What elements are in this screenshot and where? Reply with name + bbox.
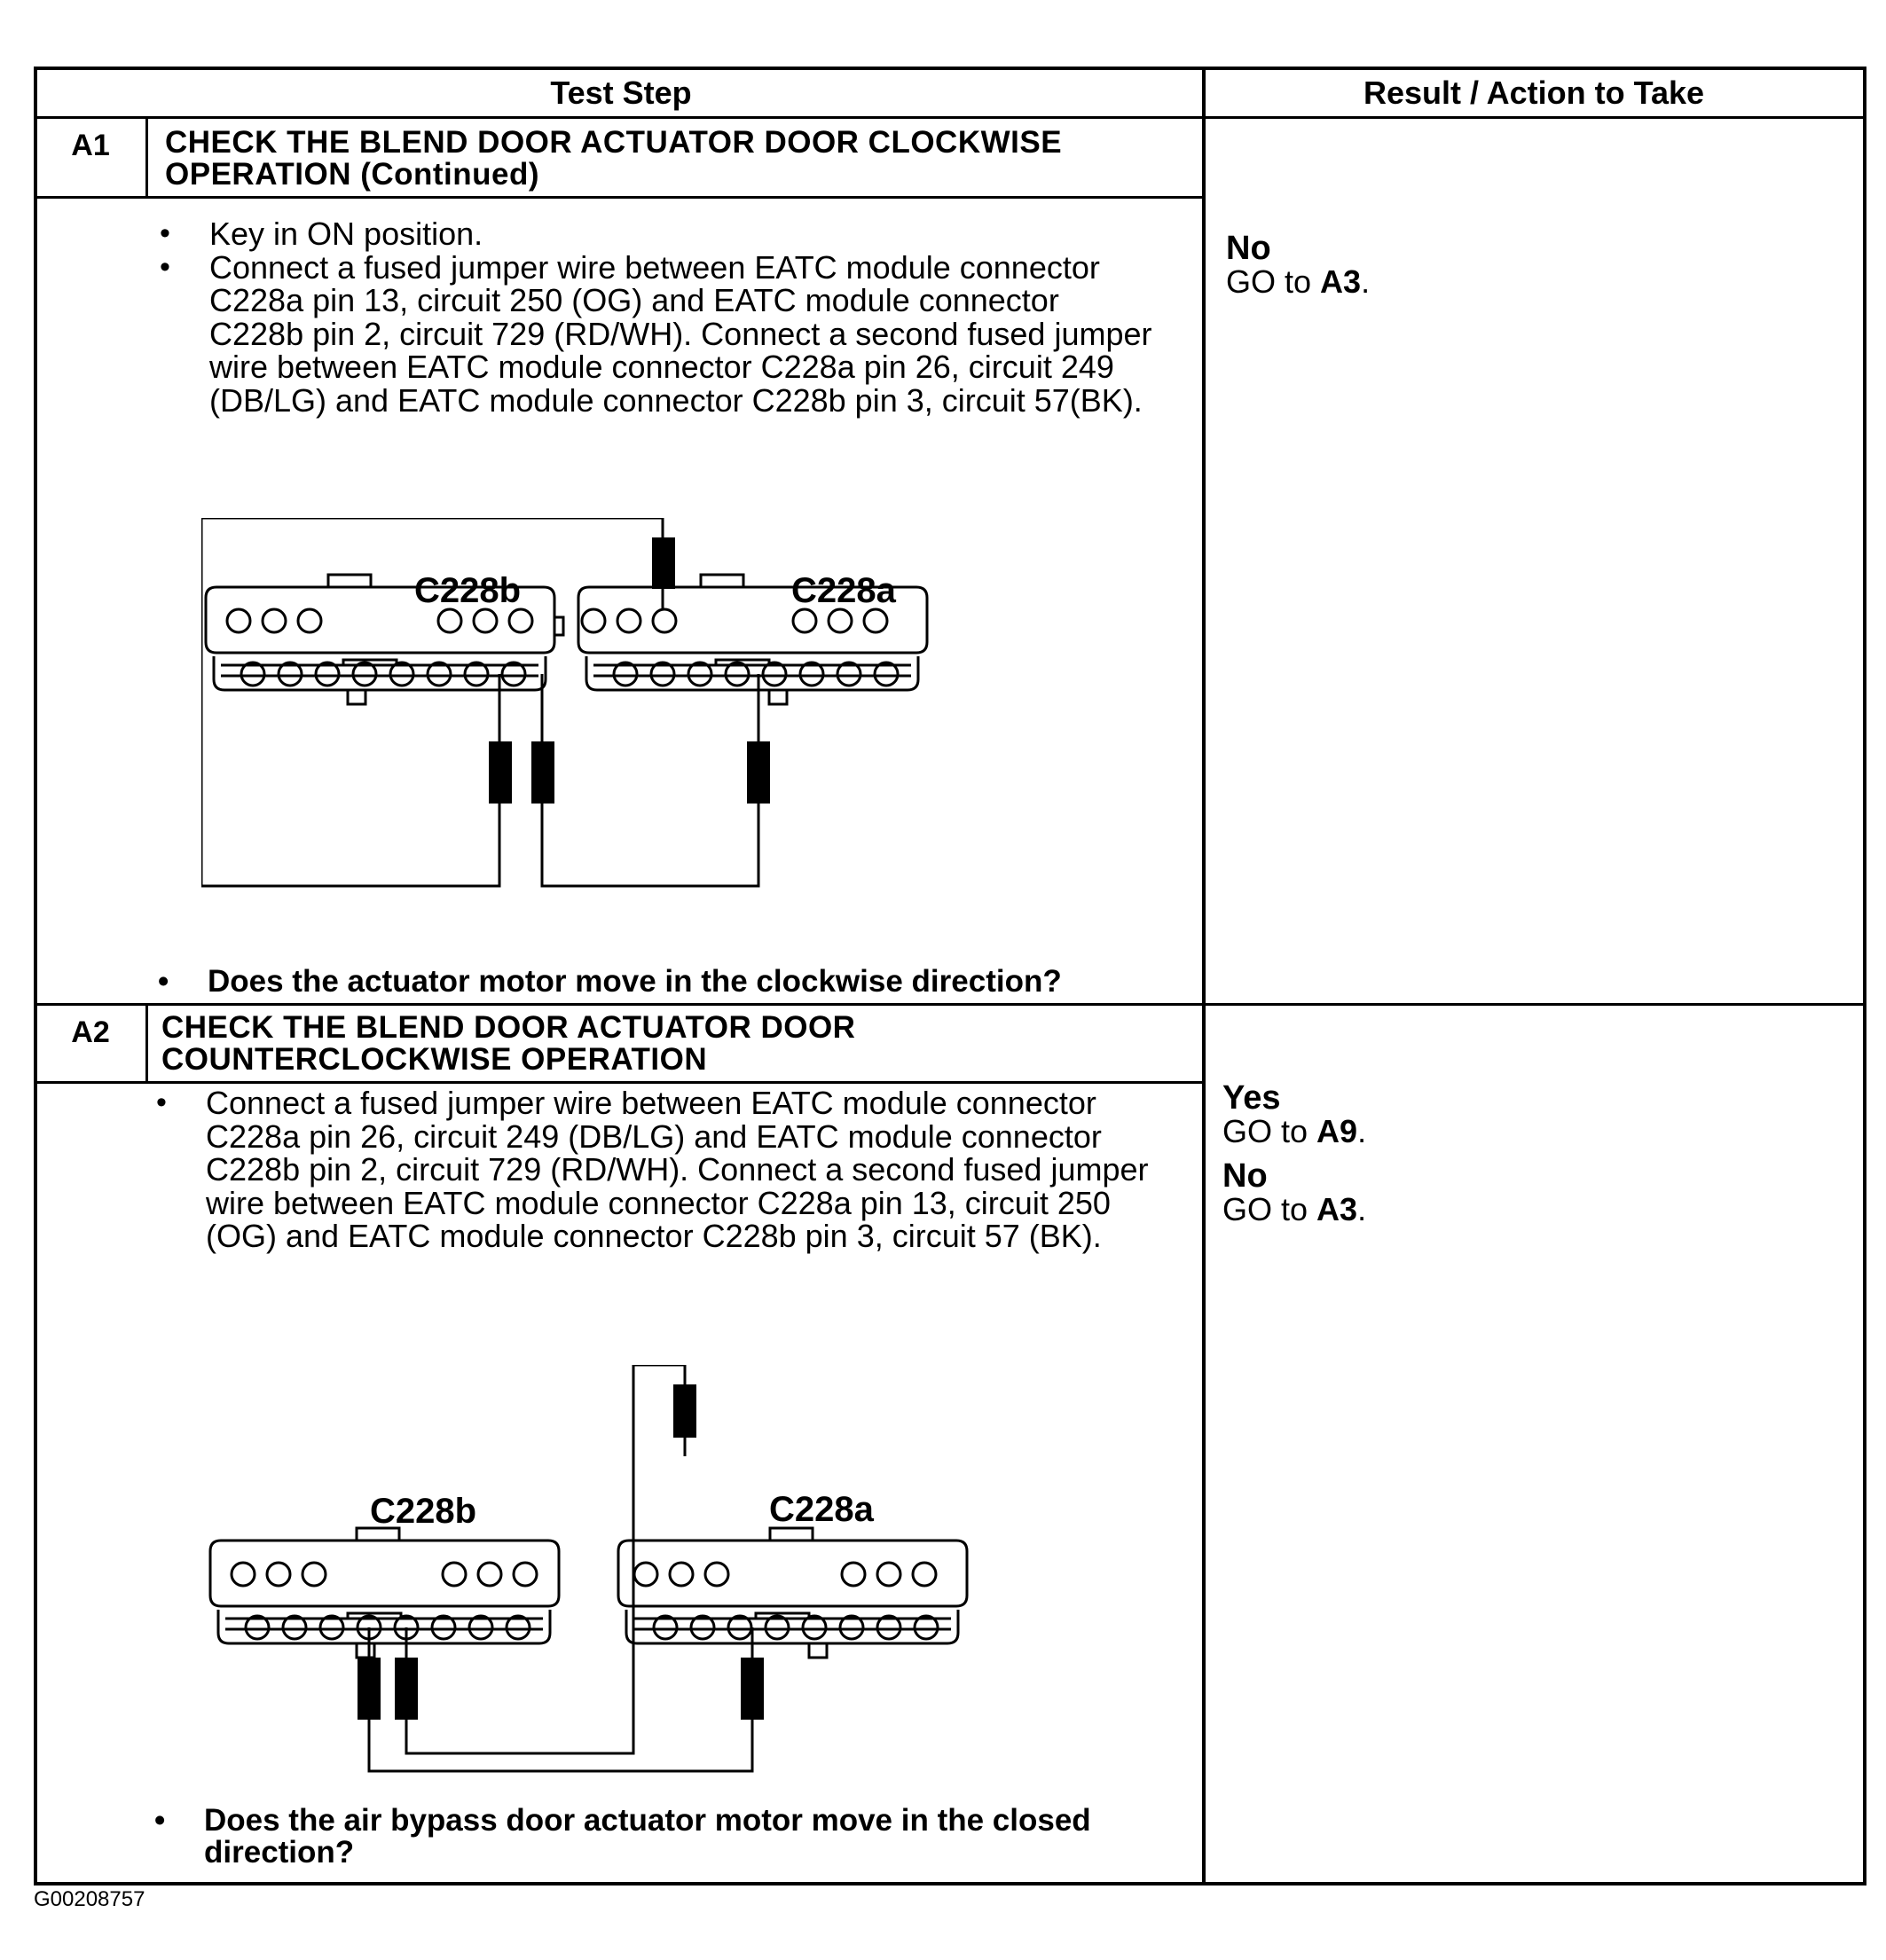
a2-go-to-link-no: A3 bbox=[1316, 1191, 1358, 1227]
a1-results bbox=[1226, 231, 1370, 310]
fuse-icon bbox=[747, 741, 770, 804]
step-title-a2: CHECK THE BLEND DOOR ACTUATOR DOOR COUNTERCLOCKWISE OPERATION bbox=[161, 1010, 856, 1077]
a1-id-divider bbox=[145, 119, 148, 197]
figure-id: G00208757 bbox=[34, 1887, 145, 1911]
a2-question: • Does the air bypass door actuator motor move in the closed direction? bbox=[204, 1805, 1180, 1869]
diagram-label-c228a: C228a bbox=[791, 571, 896, 610]
fuse-icon bbox=[395, 1658, 418, 1720]
header-test-step: Test Step bbox=[37, 70, 1205, 119]
diagram-label-c228b: C228b bbox=[414, 571, 522, 610]
a1-question: • Does the actuator motor move in the clockwise direction? bbox=[208, 966, 1183, 998]
a2-id-divider bbox=[145, 1005, 148, 1083]
fuse-icon bbox=[489, 741, 512, 804]
a2-go-to-link-yes: A9 bbox=[1316, 1113, 1358, 1149]
a1-result-no: No GO to A3. bbox=[1226, 230, 1371, 300]
diagram-label-c228b: C228b bbox=[370, 1492, 477, 1531]
fuse-icon bbox=[652, 537, 675, 589]
a1-wiring-diagram bbox=[201, 518, 1044, 926]
header-result-action: Result / Action to Take bbox=[1205, 70, 1863, 119]
a2-results bbox=[1222, 1081, 1366, 1237]
a1-instruction-item: • Key in ON position. bbox=[156, 217, 1159, 251]
a1-instructions bbox=[156, 217, 1159, 417]
step-id-a1: A1 bbox=[71, 129, 110, 162]
a1-go-to-link: A3 bbox=[1320, 263, 1362, 300]
step-title-a1: CHECK THE BLEND DOOR ACTUATOR DOOR CLOCKWISE OPERATION (Continued) bbox=[165, 125, 1063, 192]
fuse-icon bbox=[531, 741, 554, 804]
a2-instructions bbox=[153, 1086, 1182, 1253]
a2-wiring-diagram bbox=[206, 1365, 1049, 1773]
test-procedure-table bbox=[34, 67, 1866, 1886]
fuse-icon bbox=[358, 1658, 381, 1720]
a2-result-yes: Yes GO to A9. bbox=[1222, 1079, 1367, 1149]
column-divider bbox=[1202, 70, 1206, 1882]
a2-result-no: No GO to A3. bbox=[1222, 1157, 1367, 1227]
step-divider bbox=[37, 1003, 1863, 1006]
connector-c228b bbox=[210, 1528, 559, 1658]
diagram-label-c228a: C228a bbox=[769, 1490, 874, 1529]
connector-c228a bbox=[618, 1528, 967, 1658]
a2-instruction-item: • Connect a fused jumper wire between EATC module connector C228a pin 26, circuit 249 (DB/LG) and EATC module connector C228b pin 2, circuit 729 (RD/WH). Connect a second fused jumper wire between EATC module connector C228a pin 13, circuit 250 (OG) and EATC module connector C228b pin 3, circuit 57 (BK). bbox=[153, 1086, 1182, 1253]
fuse-icon bbox=[673, 1384, 696, 1438]
step-id-a2: A2 bbox=[71, 1015, 110, 1049]
a1-title-divider bbox=[37, 196, 1203, 199]
fuse-icon bbox=[741, 1658, 764, 1720]
a1-instruction-item: • Connect a fused jumper wire between EATC module connector C228a pin 13, circuit 250 (OG) and EATC module connector C228b pin 2, circuit 729 (RD/WH). Connect a second fused jumper wire between EATC module connector C228a pin 26, circuit 249 (DB/LG) and EATC module connector C228b pin 3, circuit 57(BK). bbox=[156, 251, 1159, 418]
a2-title-divider bbox=[37, 1081, 1203, 1084]
